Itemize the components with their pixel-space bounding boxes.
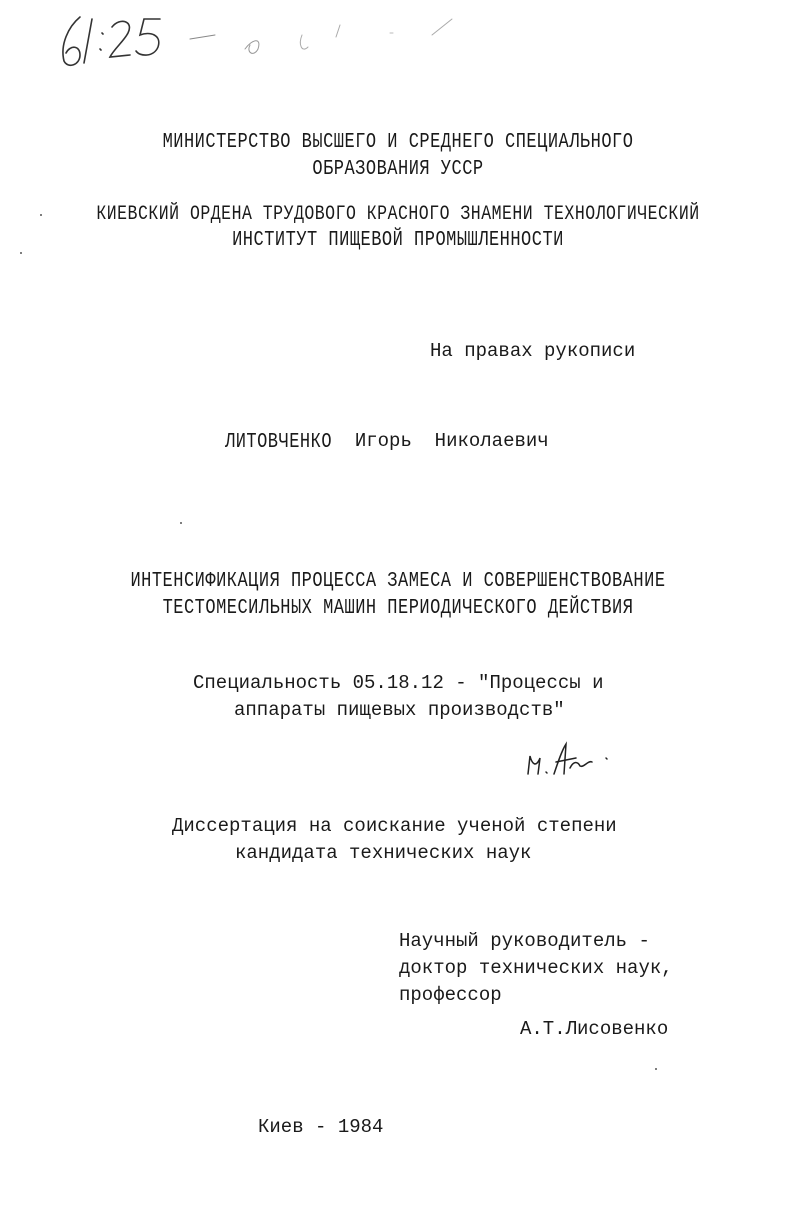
dissertation-title-line-1: ИНТЕНСИФИКАЦИЯ ПРОЦЕССА ЗАМЕСА И СОВЕРШЕНСТВОВАНИЕ — [130, 569, 666, 594]
supervisor-line-1: Научный руководитель - — [399, 930, 650, 952]
institute-line-1: КИЕВСКИЙ ОРДЕНА ТРУДОВОГО КРАСНОГО ЗНАМЕНИ ТЕХНОЛОГИЧЕСКИЙ — [96, 201, 700, 226]
handwritten-note-text — [0, 0, 1, 1]
city-year: Киев - 1984 — [258, 1116, 384, 1138]
author-name — [225, 430, 549, 455]
ministry-line-2: ОБРАЗОВАНИЯ УССР — [312, 157, 484, 182]
specialty-line-2: аппараты пищевых производств" — [234, 699, 565, 721]
dissertation-line-1: Диссертация на соискание ученой степени — [172, 815, 617, 837]
supervisor-line-3: профессор — [399, 984, 502, 1006]
handwritten-note-image — [40, 5, 460, 75]
scan-speck — [40, 214, 42, 216]
ministry-line-1: МИНИСТЕРСТВО ВЫСШЕГО И СРЕДНЕГО СПЕЦИАЛЬНОГО — [162, 130, 634, 155]
author-surname: ЛИТОВЧЕНКО — [225, 430, 333, 455]
supervisor-name: А.Т.Лисовенко — [520, 1018, 669, 1040]
supervisor-line-2: доктор технических наук, — [399, 957, 673, 979]
institute-line-2: ИНСТИТУТ ПИЩЕВОЙ ПРОМЫШЛЕННОСТИ — [232, 228, 564, 253]
manuscript-rights: На правах рукописи — [430, 340, 636, 362]
author-patronymic: Николаевич — [434, 430, 549, 452]
signature-text — [0, 0, 1, 1]
scan-speck — [180, 522, 182, 524]
dissertation-line-2: кандидата технических наук — [235, 842, 532, 864]
dissertation-title-line-2: ТЕСТОМЕСИЛЬНЫХ МАШИН ПЕРИОДИЧЕСКОГО ДЕЙСТВИЯ — [162, 596, 634, 621]
author-first-name: Игорь — [354, 430, 412, 452]
scan-speck — [655, 1068, 657, 1070]
signature-image — [520, 738, 620, 780]
scan-speck — [20, 252, 22, 254]
specialty-line-1: Специальность 05.18.12 - "Процессы и — [193, 672, 604, 694]
